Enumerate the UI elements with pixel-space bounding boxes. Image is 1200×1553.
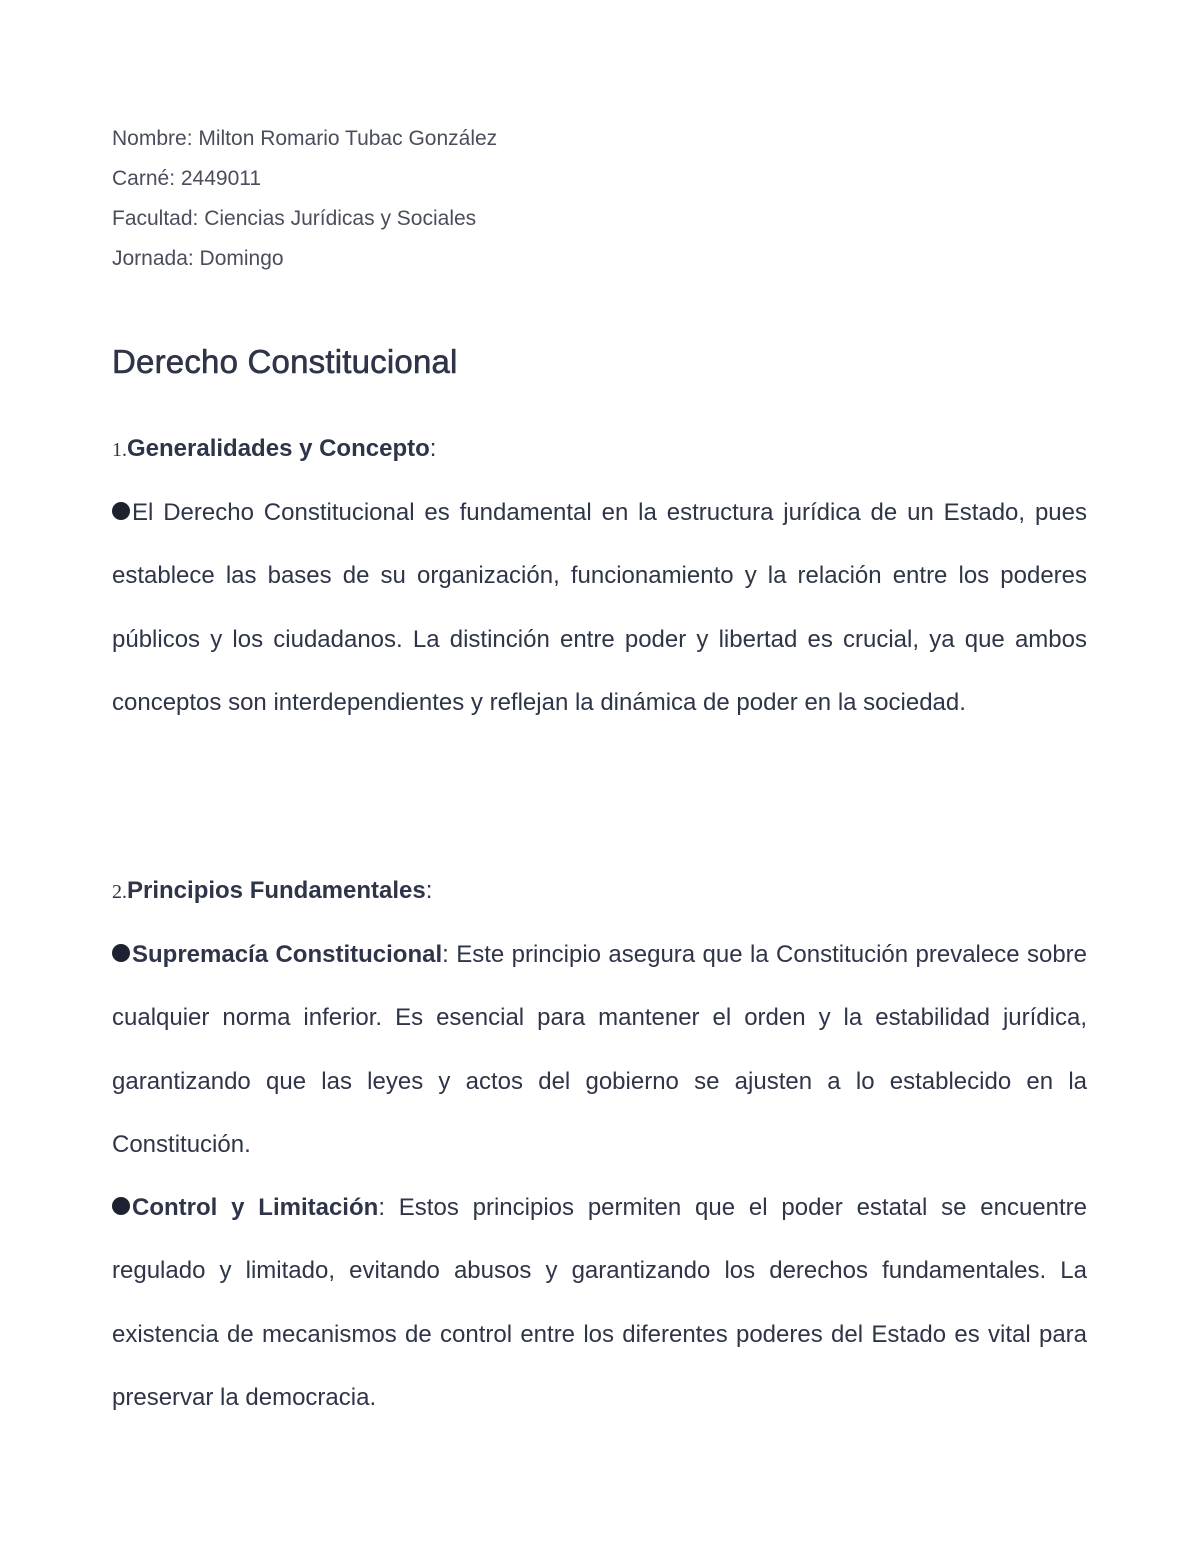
section-colon: : xyxy=(429,435,437,462)
bullet-icon xyxy=(112,502,130,520)
term-separator: : xyxy=(378,1194,399,1221)
paragraph-text: Estos principios permiten que el poder estatal se encuentre regulado y limitado, evitando abusos y garantizando los derechos fundamentales. La existencia de mecanismos de control entre los diferentes poderes del Estado es vital para preservar la democracia. xyxy=(112,1194,1087,1411)
paragraph-supremacia xyxy=(112,923,1087,1176)
paragraph-text: El Derecho Constitucional es fundamental en la estructura jurídica de un Estado, pues establece las bases de su organización, funcionamiento y la relación entre los poderes públicos y los ciudadanos. La distinción entre poder y libertad es crucial, ya que ambos conceptos son interdependientes y reflejan la dinámica de poder en la sociedad. xyxy=(112,499,1087,716)
section-colon: : xyxy=(425,877,433,904)
section-heading-2 xyxy=(112,876,432,907)
paragraph-control xyxy=(112,1176,1087,1429)
bullet-icon xyxy=(112,944,130,962)
principle-term: Supremacía Constitucional xyxy=(132,941,443,968)
section-title: Generalidades y Concepto xyxy=(127,435,430,462)
section-number: 2. xyxy=(112,881,127,903)
document-title: Derecho Constitucional xyxy=(112,343,458,380)
section-title: Principios Fundamentales xyxy=(127,877,426,904)
paragraph-generalidades xyxy=(112,481,1087,734)
student-id: Carné: 2449011 xyxy=(112,167,262,190)
term-separator: : xyxy=(442,941,457,968)
principle-term: Control y Limitación xyxy=(132,1194,379,1221)
section-number: 1. xyxy=(112,439,127,461)
schedule: Jornada: Domingo xyxy=(112,247,284,270)
bullet-icon xyxy=(112,1197,130,1215)
section-heading-1 xyxy=(112,434,436,465)
faculty: Facultad: Ciencias Jurídicas y Sociales xyxy=(112,207,477,230)
paragraph-text: Este principio asegura que la Constitución prevalece sobre cualquier norma inferior. Es esencial para mantener el orden y la estabilidad jurídica, garantizando que las leyes y actos del gobierno se ajusten a lo establecido en la Constitución. xyxy=(112,941,1088,1158)
student-name: Nombre: Milton Romario Tubac González xyxy=(112,127,498,150)
